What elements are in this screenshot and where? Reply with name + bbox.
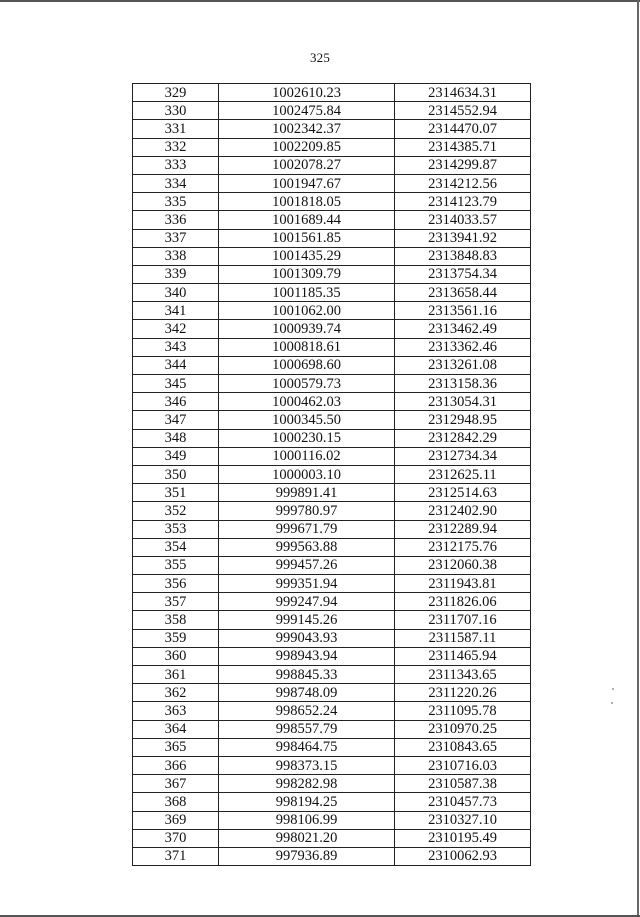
y-coordinate-cell: 2313561.16 (395, 302, 531, 320)
table-row (133, 647, 531, 665)
y-coordinate-cell: 2310970.25 (395, 720, 531, 738)
y-coordinate-cell: 2312842.29 (395, 429, 531, 447)
point-number-cell: 334 (133, 174, 219, 192)
point-number-cell: 355 (133, 556, 219, 574)
x-coordinate-cell: 1001947.67 (219, 174, 395, 192)
y-coordinate-cell: 2313054.31 (395, 393, 531, 411)
page-border-top (0, 0, 640, 2)
point-number-cell: 354 (133, 538, 219, 556)
table-row (133, 575, 531, 593)
y-coordinate-cell: 2311220.26 (395, 684, 531, 702)
table-row (133, 538, 531, 556)
table-row (133, 174, 531, 192)
point-number-cell: 347 (133, 411, 219, 429)
table-row (133, 702, 531, 720)
point-number-cell: 363 (133, 702, 219, 720)
table-row (133, 320, 531, 338)
y-coordinate-cell: 2312734.34 (395, 447, 531, 465)
x-coordinate-cell: 999351.94 (219, 575, 395, 593)
x-coordinate-cell: 999247.94 (219, 593, 395, 611)
x-coordinate-cell: 1001185.35 (219, 284, 395, 302)
table-row (133, 720, 531, 738)
y-coordinate-cell: 2313158.36 (395, 375, 531, 393)
point-number-cell: 356 (133, 575, 219, 593)
x-coordinate-cell: 998557.79 (219, 720, 395, 738)
x-coordinate-cell: 999780.97 (219, 502, 395, 520)
table-row (133, 775, 531, 793)
point-number-cell: 333 (133, 156, 219, 174)
y-coordinate-cell: 2310062.93 (395, 847, 531, 865)
point-number-cell: 351 (133, 484, 219, 502)
y-coordinate-cell: 2313658.44 (395, 284, 531, 302)
table-row (133, 338, 531, 356)
x-coordinate-cell: 1002475.84 (219, 102, 395, 120)
table-row (133, 102, 531, 120)
y-coordinate-cell: 2314634.31 (395, 84, 531, 102)
y-coordinate-cell: 2314385.71 (395, 138, 531, 156)
table-row (133, 666, 531, 684)
table-row (133, 138, 531, 156)
point-number-cell: 357 (133, 593, 219, 611)
y-coordinate-cell: 2313261.08 (395, 356, 531, 374)
table-row (133, 447, 531, 465)
point-number-cell: 367 (133, 775, 219, 793)
y-coordinate-cell: 2312289.94 (395, 520, 531, 538)
y-coordinate-cell: 2314123.79 (395, 193, 531, 211)
y-coordinate-cell: 2310327.10 (395, 811, 531, 829)
point-number-cell: 350 (133, 465, 219, 483)
x-coordinate-cell: 1001062.00 (219, 302, 395, 320)
y-coordinate-cell: 2310457.73 (395, 793, 531, 811)
x-coordinate-cell: 999563.88 (219, 538, 395, 556)
point-number-cell: 349 (133, 447, 219, 465)
x-coordinate-cell: 998845.33 (219, 666, 395, 684)
table-row (133, 793, 531, 811)
x-coordinate-cell: 1002078.27 (219, 156, 395, 174)
x-coordinate-cell: 999891.41 (219, 484, 395, 502)
x-coordinate-cell: 1000818.61 (219, 338, 395, 356)
table-row (133, 847, 531, 865)
x-coordinate-cell: 1002610.23 (219, 84, 395, 102)
y-coordinate-cell: 2314033.57 (395, 211, 531, 229)
point-number-cell: 337 (133, 229, 219, 247)
x-coordinate-cell: 998282.98 (219, 775, 395, 793)
x-coordinate-cell: 999043.93 (219, 629, 395, 647)
point-number-cell: 370 (133, 829, 219, 847)
x-coordinate-cell: 1000003.10 (219, 465, 395, 483)
table-row (133, 120, 531, 138)
table-row (133, 393, 531, 411)
table-row (133, 684, 531, 702)
point-number-cell: 343 (133, 338, 219, 356)
x-coordinate-cell: 998652.24 (219, 702, 395, 720)
y-coordinate-cell: 2310843.65 (395, 738, 531, 756)
point-number-cell: 335 (133, 193, 219, 211)
point-number-cell: 341 (133, 302, 219, 320)
x-coordinate-cell: 1000698.60 (219, 356, 395, 374)
x-coordinate-cell: 997936.89 (219, 847, 395, 865)
point-number-cell: 365 (133, 738, 219, 756)
x-coordinate-cell: 1002342.37 (219, 120, 395, 138)
x-coordinate-cell: 1001689.44 (219, 211, 395, 229)
x-coordinate-cell: 1000116.02 (219, 447, 395, 465)
point-number-cell: 360 (133, 647, 219, 665)
y-coordinate-cell: 2312175.76 (395, 538, 531, 556)
x-coordinate-cell: 1000579.73 (219, 375, 395, 393)
point-number-cell: 361 (133, 666, 219, 684)
x-coordinate-cell: 999145.26 (219, 611, 395, 629)
y-coordinate-cell: 2312625.11 (395, 465, 531, 483)
point-number-cell: 352 (133, 502, 219, 520)
y-coordinate-cell: 2313941.92 (395, 229, 531, 247)
page-border-right (637, 0, 639, 917)
y-coordinate-cell: 2310587.38 (395, 775, 531, 793)
point-number-cell: 353 (133, 520, 219, 538)
table-row (133, 229, 531, 247)
table-row (133, 84, 531, 102)
x-coordinate-cell: 1000939.74 (219, 320, 395, 338)
y-coordinate-cell: 2314552.94 (395, 102, 531, 120)
point-number-cell: 339 (133, 265, 219, 283)
x-coordinate-cell: 998021.20 (219, 829, 395, 847)
point-number-cell: 359 (133, 629, 219, 647)
x-coordinate-cell: 998106.99 (219, 811, 395, 829)
point-number-cell: 366 (133, 756, 219, 774)
y-coordinate-cell: 2311343.65 (395, 666, 531, 684)
point-number-cell: 368 (133, 793, 219, 811)
y-coordinate-cell: 2311943.81 (395, 575, 531, 593)
x-coordinate-cell: 1000345.50 (219, 411, 395, 429)
x-coordinate-cell: 998373.15 (219, 756, 395, 774)
y-coordinate-cell: 2314212.56 (395, 174, 531, 192)
table-row (133, 356, 531, 374)
x-coordinate-cell: 1001309.79 (219, 265, 395, 283)
table-row (133, 265, 531, 283)
table-row (133, 193, 531, 211)
coordinates-table (132, 83, 531, 866)
x-coordinate-cell: 1000230.15 (219, 429, 395, 447)
x-coordinate-cell: 998748.09 (219, 684, 395, 702)
y-coordinate-cell: 2310195.49 (395, 829, 531, 847)
table-row (133, 484, 531, 502)
y-coordinate-cell: 2312402.90 (395, 502, 531, 520)
point-number-cell: 362 (133, 684, 219, 702)
y-coordinate-cell: 2314299.87 (395, 156, 531, 174)
table-row (133, 211, 531, 229)
y-coordinate-cell: 2314470.07 (395, 120, 531, 138)
point-number-cell: 346 (133, 393, 219, 411)
y-coordinate-cell: 2313754.34 (395, 265, 531, 283)
x-coordinate-cell: 1001561.85 (219, 229, 395, 247)
table-row (133, 593, 531, 611)
scan-speck (612, 688, 614, 690)
table-row (133, 520, 531, 538)
table-row (133, 738, 531, 756)
table-row (133, 284, 531, 302)
scan-speck (611, 702, 613, 704)
y-coordinate-cell: 2313362.46 (395, 338, 531, 356)
table-row (133, 556, 531, 574)
table-row (133, 465, 531, 483)
point-number-cell: 340 (133, 284, 219, 302)
x-coordinate-cell: 1000462.03 (219, 393, 395, 411)
x-coordinate-cell: 998194.25 (219, 793, 395, 811)
x-coordinate-cell: 998943.94 (219, 647, 395, 665)
point-number-cell: 329 (133, 84, 219, 102)
point-number-cell: 344 (133, 356, 219, 374)
x-coordinate-cell: 1002209.85 (219, 138, 395, 156)
table-row (133, 411, 531, 429)
x-coordinate-cell: 999457.26 (219, 556, 395, 574)
page-number: 325 (309, 50, 331, 65)
coordinates-table-body (133, 84, 531, 866)
point-number-cell: 330 (133, 102, 219, 120)
point-number-cell: 336 (133, 211, 219, 229)
x-coordinate-cell: 1001818.05 (219, 193, 395, 211)
table-row (133, 611, 531, 629)
y-coordinate-cell: 2311707.16 (395, 611, 531, 629)
point-number-cell: 371 (133, 847, 219, 865)
y-coordinate-cell: 2312060.38 (395, 556, 531, 574)
y-coordinate-cell: 2313462.49 (395, 320, 531, 338)
point-number-cell: 331 (133, 120, 219, 138)
table-row (133, 502, 531, 520)
point-number-cell: 358 (133, 611, 219, 629)
point-number-cell: 332 (133, 138, 219, 156)
table-row (133, 429, 531, 447)
point-number-cell: 348 (133, 429, 219, 447)
point-number-cell: 369 (133, 811, 219, 829)
y-coordinate-cell: 2311587.11 (395, 629, 531, 647)
y-coordinate-cell: 2312948.95 (395, 411, 531, 429)
point-number-cell: 345 (133, 375, 219, 393)
point-number-cell: 364 (133, 720, 219, 738)
table-row (133, 156, 531, 174)
table-row (133, 829, 531, 847)
table-row (133, 247, 531, 265)
x-coordinate-cell: 1001435.29 (219, 247, 395, 265)
y-coordinate-cell: 2311826.06 (395, 593, 531, 611)
x-coordinate-cell: 999671.79 (219, 520, 395, 538)
y-coordinate-cell: 2311095.78 (395, 702, 531, 720)
point-number-cell: 342 (133, 320, 219, 338)
point-number-cell: 338 (133, 247, 219, 265)
y-coordinate-cell: 2310716.03 (395, 756, 531, 774)
table-row (133, 302, 531, 320)
x-coordinate-cell: 998464.75 (219, 738, 395, 756)
y-coordinate-cell: 2312514.63 (395, 484, 531, 502)
table-row (133, 756, 531, 774)
y-coordinate-cell: 2311465.94 (395, 647, 531, 665)
table-row (133, 629, 531, 647)
y-coordinate-cell: 2313848.83 (395, 247, 531, 265)
table-row (133, 811, 531, 829)
table-row (133, 375, 531, 393)
